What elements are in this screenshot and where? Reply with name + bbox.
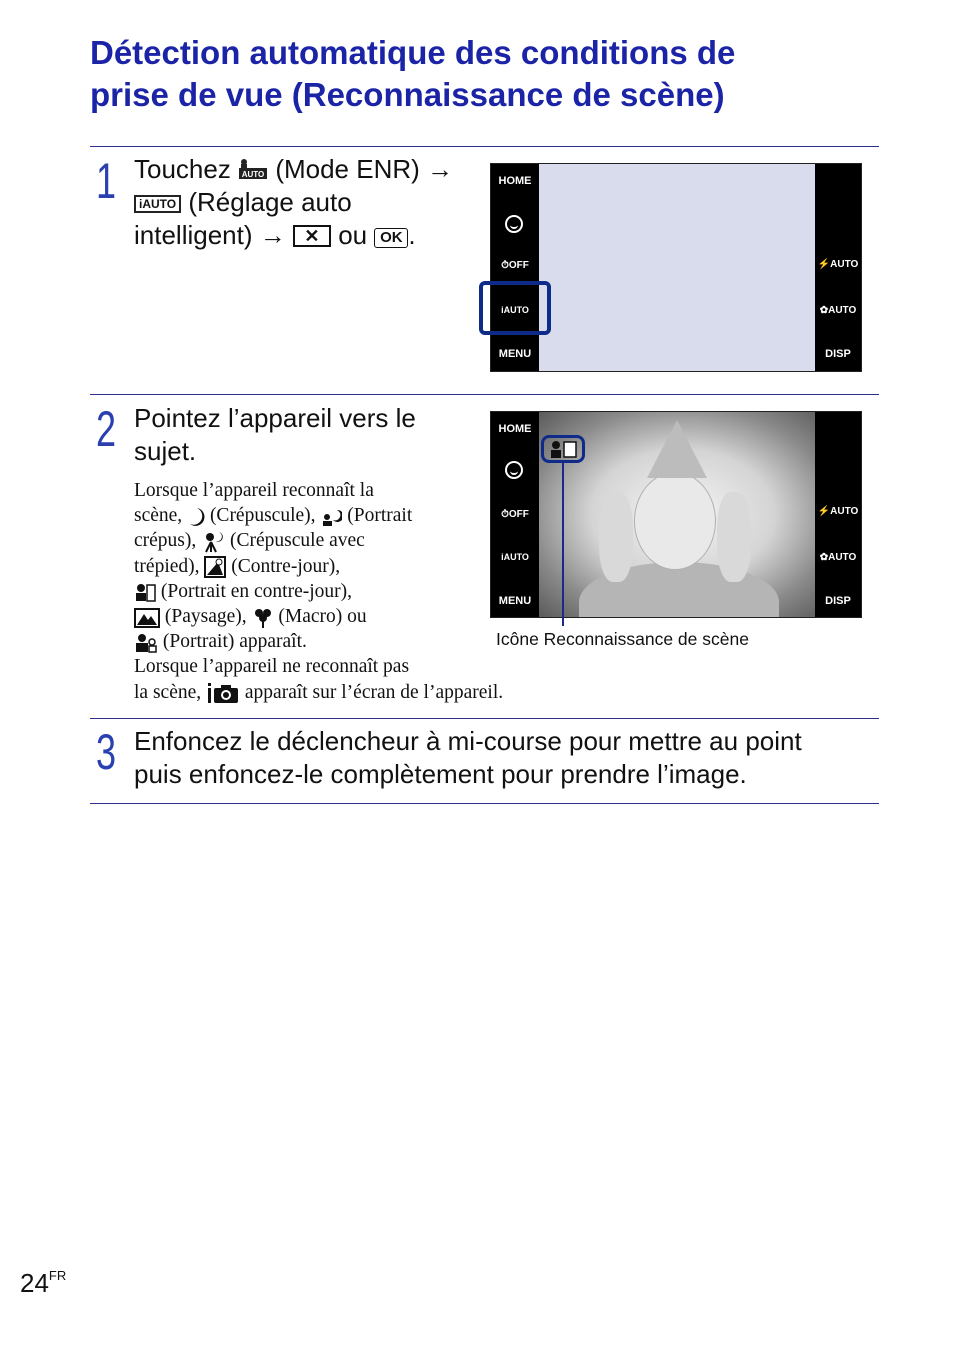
- landscape-icon: [134, 608, 160, 628]
- macro-auto-icon[interactable]: ✿AUTO: [819, 552, 857, 563]
- body-text: apparaît sur l’écran de l’appareil.: [244, 681, 504, 703]
- flash-auto-label: AUTO: [830, 506, 859, 517]
- macro-auto-icon[interactable]: ✿AUTO: [819, 305, 857, 316]
- divider: [90, 803, 879, 804]
- body-text: (Portrait) apparaît.: [162, 631, 307, 653]
- scene-icon-caption: Icône Reconnaissance de scène: [496, 629, 749, 649]
- body-text: la scène,: [134, 681, 202, 703]
- body-text: (Portrait: [347, 505, 413, 527]
- step-1-text: [134, 153, 479, 252]
- step-1-mode-enr: (Mode ENR) →: [275, 154, 454, 184]
- title-line-2: prise de vue (Reconnaissance de scène): [90, 76, 725, 113]
- camera-mode-icon: [238, 155, 268, 177]
- step-3-line-1: Enfoncez le déclencheur à mi-course pour mettre au point: [134, 726, 802, 756]
- step-1-touchez: Touchez: [134, 154, 231, 184]
- disp-button[interactable]: DISP: [825, 595, 851, 607]
- step-2-heading-line-1: Pointez l’appareil vers le: [134, 403, 416, 433]
- self-timer-off-icon[interactable]: ⏱OFF: [501, 260, 529, 271]
- step-2-heading: [134, 402, 474, 468]
- home-button[interactable]: HOME: [498, 423, 532, 435]
- title-line-1: Détection automatique des conditions de: [90, 34, 736, 71]
- step-2-heading-line-2: sujet.: [134, 436, 197, 466]
- backlight-portrait-icon: [544, 438, 582, 460]
- svg-text:AUTO: AUTO: [241, 170, 265, 179]
- flash-auto-icon[interactable]: ⚡AUTO: [817, 259, 859, 270]
- step-1-intelligent: intelligent) →: [134, 220, 286, 250]
- page-language: FR: [48, 1268, 67, 1283]
- home-button[interactable]: HOME: [498, 175, 532, 187]
- body-line: [134, 680, 564, 705]
- photo-shape: [599, 492, 633, 582]
- backlight-icon: [204, 556, 226, 578]
- page-number: [20, 1268, 66, 1299]
- menu-button[interactable]: MENU: [498, 595, 532, 607]
- camera-screen-1: [490, 163, 862, 372]
- step-3-line-2: puis enfoncez-le complètement pour prendre l’image.: [134, 759, 747, 789]
- disp-button[interactable]: DISP: [825, 348, 851, 360]
- smile-icon[interactable]: [505, 461, 523, 479]
- step-3-text: [134, 725, 879, 791]
- iauto-camera-icon: [206, 682, 240, 704]
- rec-mode-label: iAUTO: [501, 305, 529, 315]
- screen-right-bar: [815, 164, 861, 371]
- page-title: [90, 32, 890, 116]
- body-text: scène,: [134, 505, 183, 527]
- body-text: (Contre-jour),: [231, 555, 341, 577]
- self-timer-off-label: OFF: [508, 509, 529, 520]
- macro-auto-label: AUTO: [828, 305, 857, 316]
- flash-auto-icon[interactable]: ⚡AUTO: [817, 506, 859, 517]
- body-line: Lorsque l’appareil ne reconnaît pas: [134, 656, 410, 678]
- ok-icon: OK: [374, 228, 408, 248]
- scene-icon-highlight: [541, 435, 585, 463]
- photo-shape: [634, 472, 716, 570]
- body-text: (Macro) ou: [278, 606, 367, 628]
- photo-shape: [717, 492, 751, 582]
- callout-line: [562, 462, 564, 626]
- twilight-icon: [187, 507, 205, 527]
- iauto-icon: iAUTO: [134, 195, 181, 213]
- screen-left-bar: [491, 164, 539, 371]
- divider: [90, 394, 879, 395]
- divider: [90, 146, 879, 147]
- flash-auto-label: AUTO: [830, 259, 859, 270]
- step-1-period: .: [408, 220, 416, 250]
- step-1-reglage: (Réglage auto: [188, 187, 352, 217]
- body-text: trépied),: [134, 555, 200, 577]
- step-1-ou: ou: [338, 220, 368, 250]
- macro-icon: [252, 607, 274, 629]
- step-3-number: 3: [96, 724, 117, 780]
- page-number-value: 24: [20, 1268, 49, 1298]
- divider: [90, 718, 879, 719]
- rec-mode-highlight: [479, 281, 551, 335]
- body-text: crépus),: [134, 530, 197, 552]
- self-timer-off-label: OFF: [508, 260, 529, 271]
- macro-auto-label: AUTO: [828, 552, 857, 563]
- portrait-icon: [134, 633, 158, 653]
- body-text: (Crépuscule),: [209, 505, 316, 527]
- tripod-icon: [201, 531, 225, 553]
- step-2-number: 2: [96, 401, 117, 457]
- step-1-number: 1: [96, 153, 117, 209]
- close-x-icon: ✕: [293, 225, 331, 247]
- twilight-portrait-icon: [320, 508, 342, 526]
- smile-icon[interactable]: [505, 215, 523, 233]
- rec-mode-button[interactable]: [491, 550, 539, 564]
- backlight-portrait-icon: [134, 582, 156, 602]
- body-text: (Paysage),: [164, 606, 247, 628]
- body-line: Lorsque l’appareil reconnaît la: [134, 480, 374, 501]
- rec-mode-label: iAUTO: [501, 552, 529, 562]
- self-timer-off-icon[interactable]: ⏱OFF: [501, 509, 529, 520]
- body-text: (Portrait en contre-jour),: [160, 580, 353, 602]
- screen-right-bar: [815, 412, 861, 617]
- screen-left-bar: [491, 412, 539, 617]
- menu-button[interactable]: MENU: [498, 348, 532, 360]
- photo-shape: [647, 420, 707, 478]
- body-text: (Crépuscule avec: [230, 530, 365, 552]
